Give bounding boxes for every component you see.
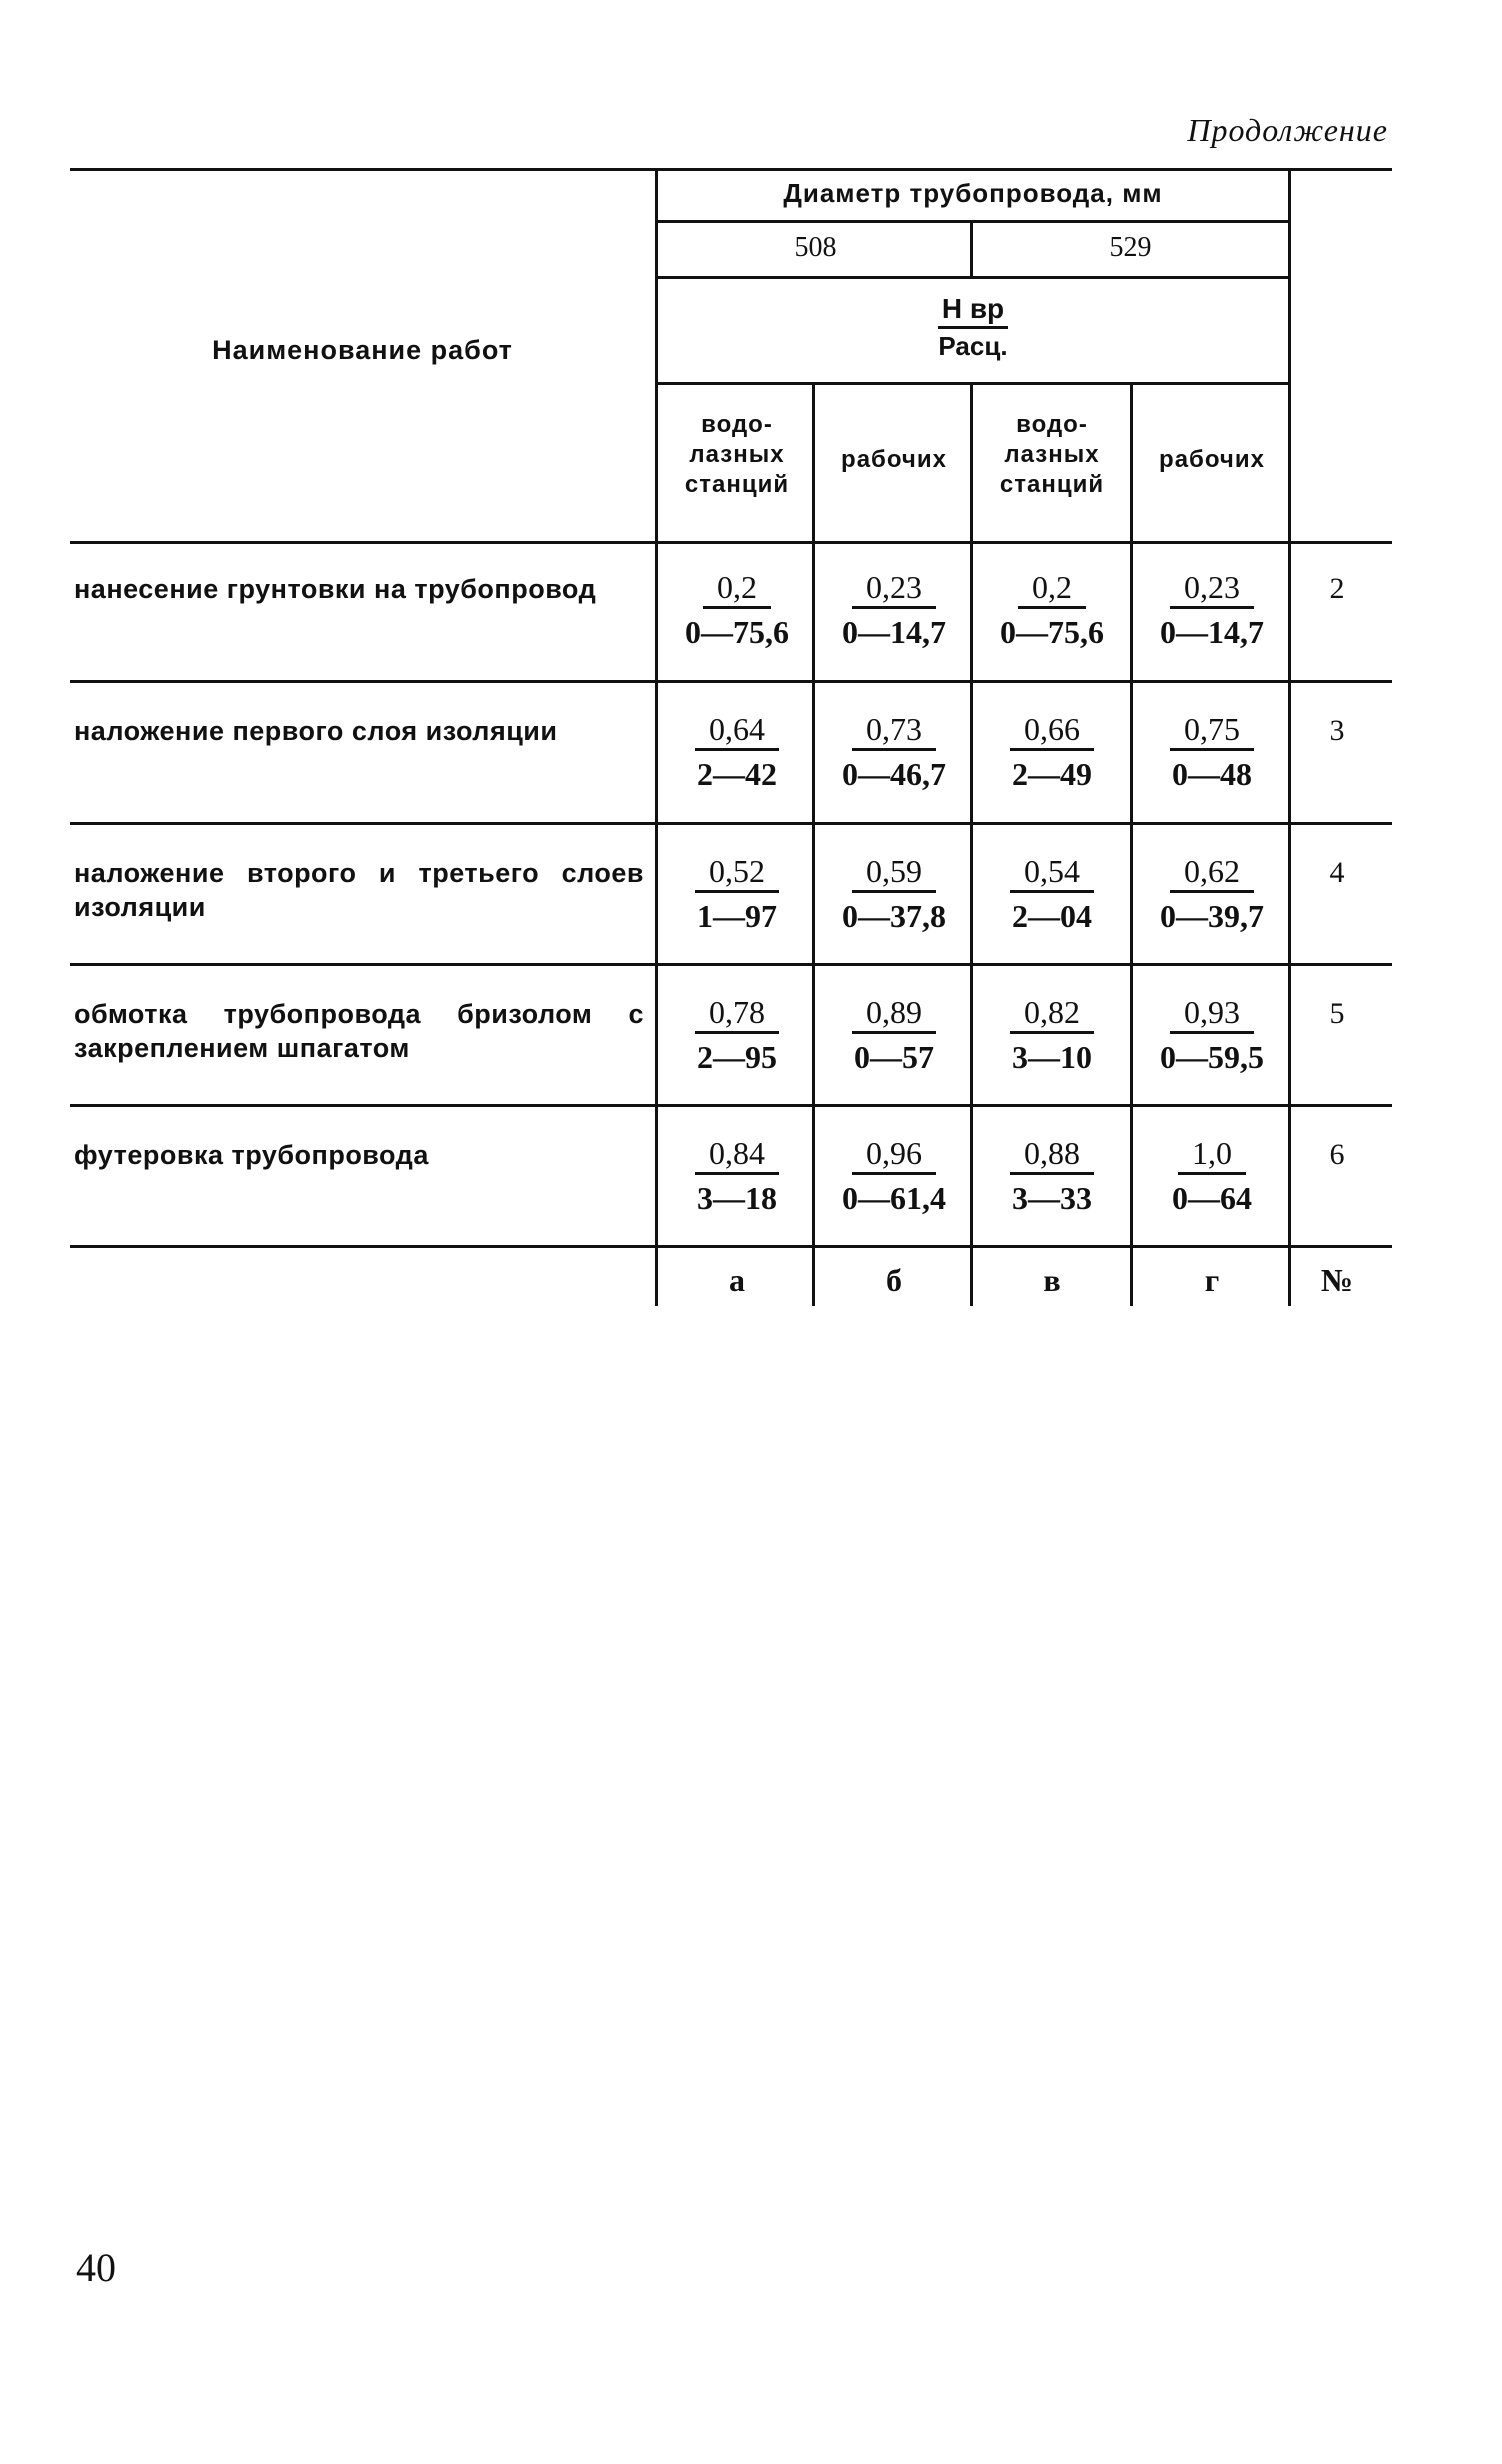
norm-time: 0,84 <box>695 1134 779 1175</box>
work-name: обмотка трубопровода бризолом с закреплением шпагатом <box>74 999 644 1063</box>
rate-value: 3—33 <box>1012 1180 1092 1216</box>
row-number: 2 <box>1329 572 1345 605</box>
column-label-v: в <box>1043 1262 1061 1298</box>
page-number: 40 <box>76 2245 116 2290</box>
norm-time: 0,88 <box>1010 1134 1094 1175</box>
diameter-values-divider <box>655 276 1288 279</box>
norm-fraction-header <box>658 292 1288 362</box>
diameter-header: Диаметр трубопровода, мм <box>783 178 1163 208</box>
row-number: 4 <box>1329 856 1345 889</box>
rate-value: 1—97 <box>697 898 777 934</box>
rate-value: 0—61,4 <box>842 1180 946 1216</box>
norm-cell <box>973 568 1131 653</box>
norm-cell <box>973 852 1131 937</box>
norm-time: 0,54 <box>1010 852 1094 893</box>
header-bottom-rule <box>70 541 1392 544</box>
norm-time: 0,73 <box>852 710 936 751</box>
norm-time-label: Н вр <box>938 292 1008 329</box>
column-label-a: а <box>729 1262 745 1298</box>
rate-value: 3—10 <box>1012 1039 1092 1075</box>
work-name: наложение первого слоя изоляции <box>74 716 558 746</box>
rate-value: 0—48 <box>1172 756 1252 792</box>
rate-value: 2—04 <box>1012 898 1092 934</box>
norm-time: 0,82 <box>1010 993 1094 1034</box>
rate-value: 0—75,6 <box>1000 614 1104 650</box>
norm-time: 0,59 <box>852 852 936 893</box>
norm-cell <box>1133 993 1291 1078</box>
norm-time: 0,52 <box>695 852 779 893</box>
norm-cell <box>973 993 1131 1078</box>
norm-time: 0,75 <box>1170 710 1254 751</box>
number-column-label: № <box>1320 1262 1354 1298</box>
norm-cell <box>1133 852 1291 937</box>
norm-cell <box>1133 710 1291 795</box>
subheader-diving-stations-529: водо- лазных станций <box>999 411 1105 498</box>
norm-time: 1,0 <box>1178 1134 1246 1175</box>
work-name: нанесение грунтовки на трубопровод <box>74 574 597 604</box>
norm-time: 0,66 <box>1010 710 1094 751</box>
table-bottom-rule <box>70 1245 1392 1248</box>
norm-cell <box>658 710 816 795</box>
norm-cell <box>815 1134 973 1219</box>
subheader-workers-508: рабочих <box>841 446 947 473</box>
subheader-workers-529: рабочих <box>1159 446 1265 473</box>
norm-cell <box>658 852 816 937</box>
column-label-g: г <box>1204 1262 1220 1298</box>
norm-time: 0,2 <box>1018 568 1086 609</box>
column-label-b: б <box>886 1262 902 1298</box>
rate-value: 0—57 <box>854 1039 934 1075</box>
norm-cell <box>815 710 973 795</box>
norm-cell <box>658 1134 816 1219</box>
table-top-rule <box>70 168 1392 171</box>
row-number: 5 <box>1329 997 1345 1030</box>
norm-cell <box>658 568 816 653</box>
rate-value: 0—14,7 <box>842 614 946 650</box>
norm-cell <box>815 993 973 1078</box>
row-rule <box>70 822 1392 825</box>
norm-cell <box>1133 1134 1291 1219</box>
rate-value: 0—46,7 <box>842 756 946 792</box>
norm-cell <box>658 993 816 1078</box>
norm-cell <box>973 1134 1131 1219</box>
norm-time: 0,62 <box>1170 852 1254 893</box>
rate-value: 0—14,7 <box>1160 614 1264 650</box>
norm-cell <box>1133 568 1291 653</box>
rate-value: 2—95 <box>697 1039 777 1075</box>
norm-time: 0,23 <box>1170 568 1254 609</box>
norm-time: 0,78 <box>695 993 779 1034</box>
row-rule <box>70 963 1392 966</box>
rate-value: 2—49 <box>1012 756 1092 792</box>
norm-time: 0,89 <box>852 993 936 1034</box>
rate-value: 0—37,8 <box>842 898 946 934</box>
norm-time: 0,64 <box>695 710 779 751</box>
rate-value: 0—39,7 <box>1160 898 1264 934</box>
row-rule <box>70 1104 1392 1107</box>
rate-value: 2—42 <box>697 756 777 792</box>
norm-time: 0,23 <box>852 568 936 609</box>
works-name-header: Наименование работ <box>212 335 513 365</box>
rate-value: 3—18 <box>697 1180 777 1216</box>
rate-value: 0—59,5 <box>1160 1039 1264 1075</box>
continuation-label: Продолжение <box>1187 112 1388 148</box>
norm-time: 0,96 <box>852 1134 936 1175</box>
work-name: футеровка трубопровода <box>74 1140 429 1170</box>
norm-cell <box>815 568 973 653</box>
row-number: 3 <box>1329 714 1345 747</box>
diameter-508: 508 <box>794 232 837 263</box>
norm-cell <box>973 710 1131 795</box>
norm-cell <box>815 852 973 937</box>
row-number: 6 <box>1329 1138 1345 1171</box>
norm-time: 0,2 <box>703 568 771 609</box>
diameter-529: 529 <box>1109 232 1152 263</box>
row-rule <box>70 680 1392 683</box>
work-name: наложение второго и третьего слоев изоляции <box>74 858 644 922</box>
subheader-diving-stations-508: водо- лазных станций <box>684 411 790 498</box>
norm-time: 0,93 <box>1170 993 1254 1034</box>
rate-label: Расц. <box>938 331 1008 361</box>
rate-value: 0—75,6 <box>685 614 789 650</box>
rate-value: 0—64 <box>1172 1180 1252 1216</box>
